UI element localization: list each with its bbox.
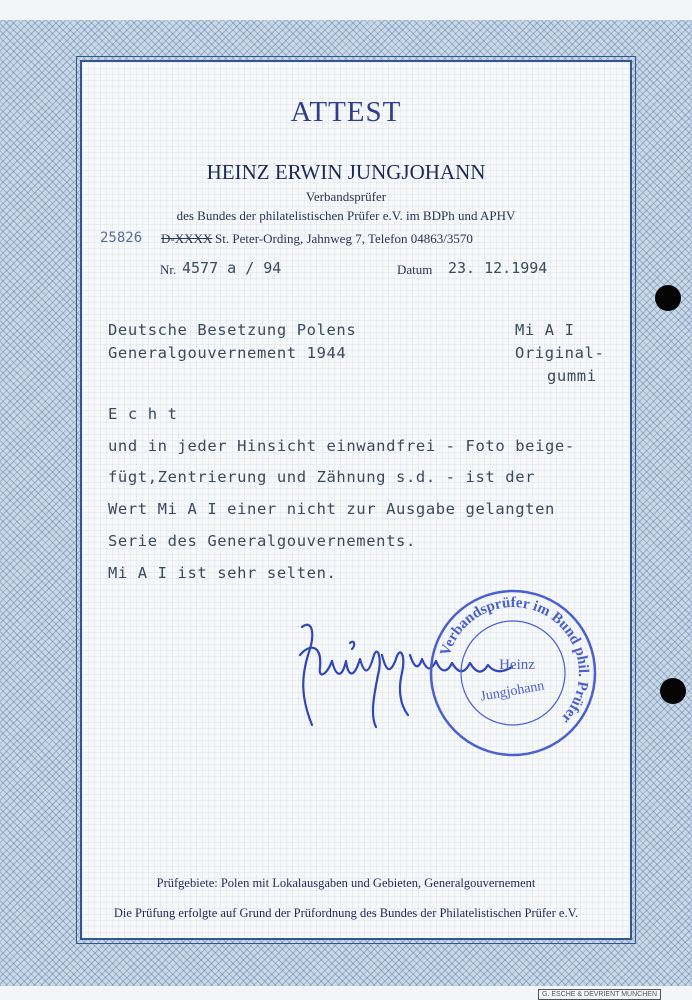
certificate-number: 4577 a / 94 xyxy=(182,259,282,277)
verdict-genuine: E c h t xyxy=(108,405,178,423)
verdict-line-5: Serie des Generalgouvernements. xyxy=(108,532,416,550)
gum-note-line-1: Original- xyxy=(515,344,605,362)
gum-note-line-2: gummi xyxy=(547,367,597,385)
certificate-title: ATTEST xyxy=(290,96,402,128)
seal-center-first-name: Heinz xyxy=(499,657,535,673)
verdict-line-2: und in jeder Hinsicht einwandfrei - Foto beige- xyxy=(108,437,575,455)
punch-hole-bottom xyxy=(660,678,686,704)
verdict-line-4: Wert Mi A I einer nicht zur Ausgabe gelangten xyxy=(108,500,555,518)
verdict-line-6: Mi A I ist sehr selten. xyxy=(108,564,337,582)
seal-ring-text: Verbandsprüfer im Bund phil. Prüfer xyxy=(437,594,592,727)
date-label: Datum xyxy=(397,262,433,277)
footer-regulation-note: Die Prüfung erfolgte auf Grund der Prüfordnung des Bundes der Philatelistischen Prüfer e.V. xyxy=(113,906,579,920)
footer-exam-areas: Prüfgebiete: Polen mit Lokalausgaben und Gebieten, Generalgouvernement xyxy=(156,876,536,890)
examiner-name: HEINZ ERWIN JUNGJOHANN xyxy=(206,160,486,184)
punch-hole-top xyxy=(655,285,681,311)
verdict-line-3: fügt,Zentrierung und Zähnung s.d. - ist der xyxy=(108,468,536,486)
seal-center-last-name: Jungjohann xyxy=(479,678,546,705)
catalog-number: Mi A I xyxy=(515,321,575,339)
examiner-seal xyxy=(427,587,599,759)
examiner-role: Verbandsprüfer xyxy=(305,189,387,204)
printer-mark: G. ESCHE & DEVRIENT MÜNCHEN xyxy=(538,989,661,1000)
item-description-line-2: Generalgouvernement 1944 xyxy=(108,344,347,362)
association-line: des Bundes der philatelistischen Prüfer e.V. im BDPh und APHV xyxy=(176,208,516,223)
postcode-stamp: 25826 xyxy=(100,230,143,246)
top-margin xyxy=(0,0,692,20)
certificate-date: 23. 12.1994 xyxy=(448,259,548,277)
address-line: St. Peter-Ording, Jahnweg 7, Telefon 04863/3570 xyxy=(215,231,473,246)
struck-postal-prefix: D-XXXX xyxy=(161,231,213,246)
item-description-line-1: Deutsche Besetzung Polens xyxy=(108,321,357,339)
number-label: Nr. xyxy=(160,262,177,277)
